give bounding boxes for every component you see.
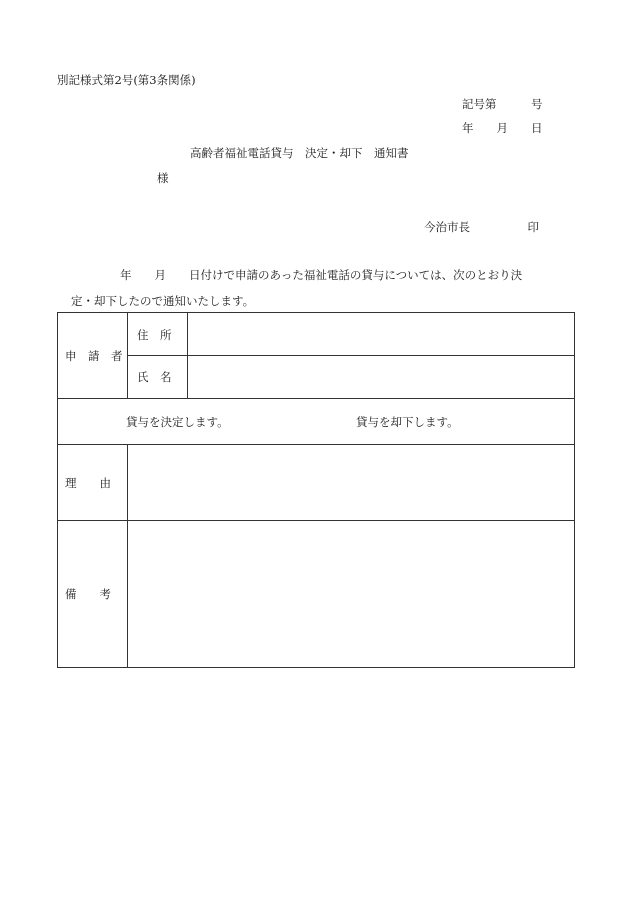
address-label: 住 所 bbox=[137, 328, 172, 342]
divider-decision-reason bbox=[58, 444, 575, 445]
body-line-1: 年 月 日付けで申請のあった福祉電話の貸与については、次のとおり決 bbox=[120, 268, 523, 282]
decision-reject-text: 貸与を却下します。 bbox=[356, 415, 459, 429]
divider-reason-remarks bbox=[58, 520, 575, 521]
recipient-suffix: 様 bbox=[157, 171, 169, 185]
notice-form-table bbox=[57, 312, 575, 668]
divider-address-name bbox=[128, 355, 575, 356]
reason-remarks-column-divider bbox=[127, 444, 128, 668]
form-number: 別記様式第2号(第3条関係) bbox=[57, 73, 196, 87]
decision-approve-text: 貸与を決定します。 bbox=[126, 415, 229, 429]
sender-mayor: 今治市長 印 bbox=[424, 220, 539, 234]
applicant-column-divider bbox=[127, 313, 128, 398]
field-label-divider bbox=[187, 313, 188, 398]
body-line-2: 定・却下したので通知いたします。 bbox=[71, 294, 255, 308]
remarks-label: 備 考 bbox=[65, 587, 111, 601]
document-title: 高齢者福祉電話貸与 決定・却下 通知書 bbox=[190, 146, 409, 160]
divider-applicant-decision bbox=[58, 398, 575, 399]
name-label: 氏 名 bbox=[137, 370, 172, 384]
document-number: 記号第 号 bbox=[462, 97, 543, 111]
applicant-label: 申 請 者 bbox=[65, 349, 123, 363]
reason-label: 理 由 bbox=[65, 476, 111, 490]
issue-date: 年 月 日 bbox=[462, 121, 543, 135]
